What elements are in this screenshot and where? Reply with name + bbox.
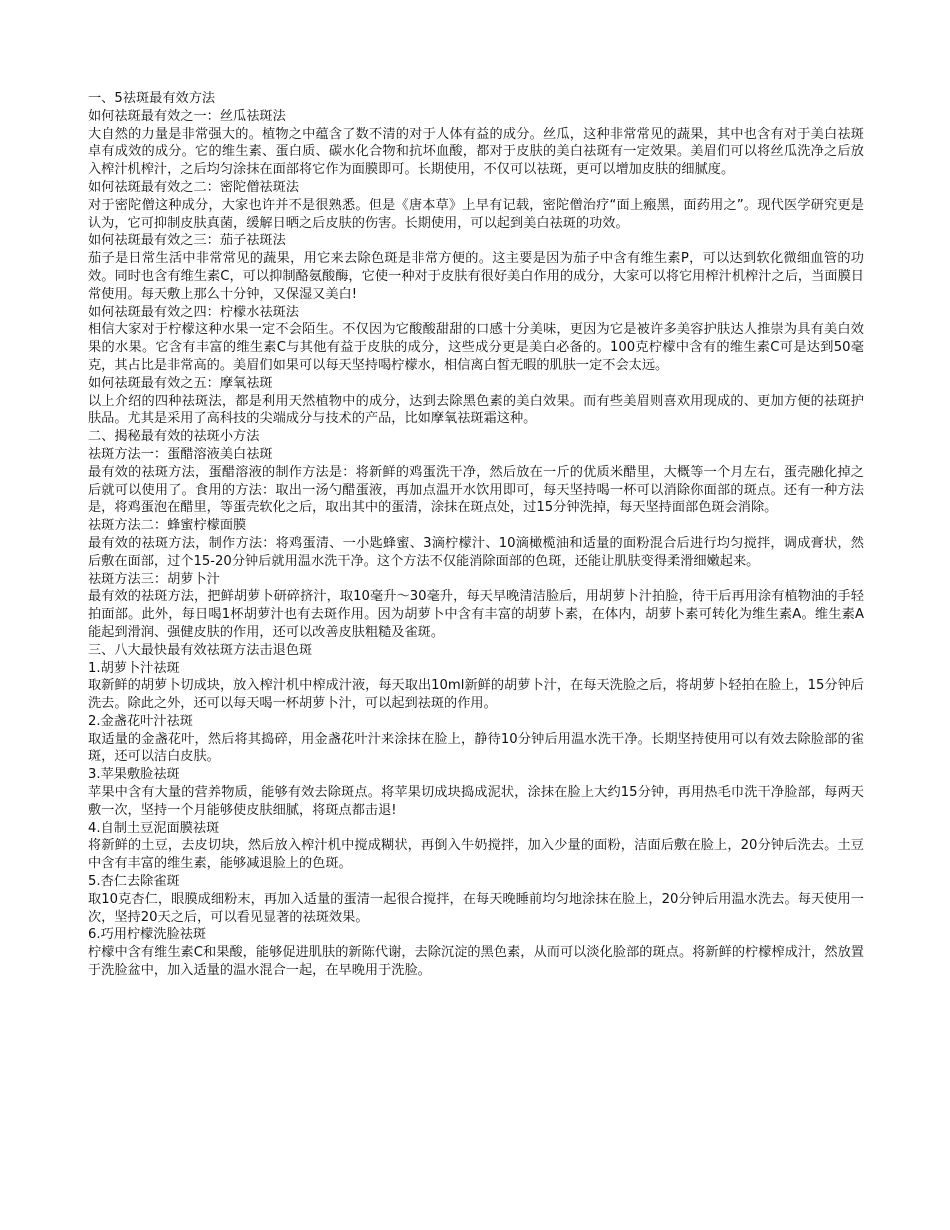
subsection-heading: 如何祛斑最有效之一：丝瓜祛斑法 [88, 108, 286, 124]
paragraph: 对于密陀僧这种成分，大家也许并不是很熟悉。但是《唐本草》上早有记载，密陀僧治疗“面上瘢黑，面药用之”。现代医学研究更是认为，它可抑制皮肤真菌，缓解日晒之后皮肤的伤害。长期使用，可以起到美白祛斑的功效。 [88, 197, 864, 231]
paragraph: 最有效的祛斑方法，把鲜胡萝卜研碎挤汁，取10毫升～30毫升，每天早晚清洁脸后，用胡萝卜汁拍脸，待干后再用涂有植物油的手轻拍面部。此外，每日喝1杯胡萝汁也有去斑作用。因为胡萝卜中含有丰富的胡萝卜素，在体内，胡萝卜素可转化为维生素A。维生素A能起到滑润、强健皮肤的作用，还可以改善皮肤粗糙及雀斑。 [88, 589, 864, 640]
paragraph: 取适量的金盏花叶，然后将其捣碎，用金盏花叶汁来涂抹在脸上，静待10分钟后用温水洗干净。长期坚持使用可以有效去除脸部的雀斑，还可以洁白皮肤。 [88, 731, 864, 765]
paragraph: 柠檬中含有维生素C和果酸，能够促进肌肤的新陈代谢，去除沉淀的黑色素，从而可以淡化脸部的斑点。将新鲜的柠檬榨成汁，然放置于洗脸盆中，加入适量的温水混合一起，在早晚用于洗脸。 [88, 945, 864, 979]
subsection-heading: 祛斑方法二：蜂蜜柠檬面膜 [88, 518, 247, 534]
paragraph: 取新鲜的胡萝卜切成块，放入榨汁机中榨成汁液，每天取出10ml新鲜的胡萝卜汁，在每天洗脸之后，将胡萝卜轻拍在脸上，15分钟后洗去。除此之外，还可以每天喝一杯胡萝卜汁，可以起到祛斑的作用。 [88, 678, 864, 712]
paragraph: 取10克杏仁，眼膜成细粉末，再加入适量的蛋清一起很合搅拌，在每天晚睡前均匀地涂抹在脸上，20分钟后用温水洗去。每天使用一次，坚持20天之后，可以看见显著的祛斑效果。 [88, 891, 864, 925]
subsection-heading: 1.胡萝卜汁祛斑 [88, 660, 180, 676]
paragraph: 最有效的祛斑方法，蛋醋溶液的制作方法是：将新鲜的鸡蛋洗干净，然后放在一斤的优质米醋里，大概等一个月左右，蛋壳融化掉之后就可以使用了。食用的方法：取出一汤勺醋蛋液，再加点温开水饮用即可，每天坚持喝一杯可以消除你面部的斑点。还有一种方法是，将鸡蛋泡在醋里，等蛋壳软化之后，取出其中的蛋清，涂抹在斑点处，过15分钟洗掉，每天坚持面部色斑会消除。 [88, 464, 864, 516]
paragraph: 相信大家对于柠檬这种水果一定不会陌生。不仅因为它酸酸甜甜的口感十分美味，更因为它是被许多美容护肤达人推崇为具有美白效果的水果。它含有丰富的维生素C与其他有益于皮肤的成分，这些成分更是美白必备的。100克柠檬中含有的维生素C可是达到50毫克，其占比是非常高的。美眉们如果可以每天坚持喝柠檬水，相信离白皙无暇的肌肤一定不会太远。 [88, 322, 864, 373]
paragraph: 苹果中含有大量的营养物质，能够有效去除斑点。将苹果切成块捣成泥状，涂抹在脸上大约15分钟，再用热毛巾洗干净脸部，每两天敷一次，坚持一个月能够使皮肤细腻，将斑点都击退! [88, 785, 864, 818]
section-heading: 二、揭秘最有效的祛斑小方法 [88, 429, 260, 445]
subsection-heading: 3.苹果敷脸祛斑 [88, 767, 180, 783]
document-body [88, 90, 864, 980]
subsection-heading: 祛斑方法一：蛋醋溶液美白祛斑 [88, 446, 273, 462]
subsection-heading: 如何祛斑最有效之三：茄子祛斑法 [88, 233, 286, 249]
paragraph: 茄子是日常生活中非常常见的蔬果，用它来去除色斑是非常方便的。这主要是因为茄子中含有维生素P，可以达到软化微细血管的功效。同时也含有维生素C，可以抑制酪氨酸酶，它使一种对于皮肤有很好美白作用的成分，大家可以将它用榨汁机榨汁之后，当面膜日常使用。每天敷上那么十分钟，又保湿又美白! [88, 251, 864, 302]
paragraph: 大自然的力量是非常强大的。植物之中蕴含了数不清的对于人体有益的成分。丝瓜，这种非常常见的蔬果，其中也含有对于美白祛斑卓有成效的成分。它的维生素、蛋白质、碳水化合物和抗坏血酸，都对于皮肤的美白祛斑有一定效果。美眉们可以将丝瓜洗净之后放入榨汁机榨汁，之后均匀涂抹在面部将它作为面膜即可。长期使用，不仅可以祛斑，更可以增加皮肤的细腻度。 [88, 126, 864, 178]
subsection-heading: 祛斑方法三：胡萝卜汁 [88, 571, 220, 587]
paragraph: 以上介绍的四种祛斑法，都是利用天然植物中的成分，达到去除黑色素的美白效果。而有些美眉则喜欢用现成的、更加方便的祛斑护肤品。尤其是采用了高科技的尖端成分与技术的产品，比如摩氧祛斑霜这种。 [88, 393, 864, 427]
subsection-heading: 5.杏仁去除雀斑 [88, 874, 180, 890]
subsection-heading: 如何祛斑最有效之二：密陀僧祛斑法 [88, 179, 299, 195]
subsection-heading: 2.金盏花叶汁祛斑 [88, 713, 193, 729]
subsection-heading: 6.巧用柠檬洗脸祛斑 [88, 927, 207, 943]
subsection-heading: 4.自制土豆泥面膜祛斑 [88, 820, 220, 836]
section-heading: 三、八大最快最有效祛斑方法击退色斑 [88, 642, 313, 658]
subsection-heading: 如何祛斑最有效之四：柠檬水祛斑法 [88, 304, 299, 320]
subsection-heading: 如何祛斑最有效之五：摩氧祛斑 [88, 375, 273, 391]
section-heading: 一、5祛斑最有效方法 [88, 91, 216, 106]
paragraph: 最有效的祛斑方法，制作方法：将鸡蛋清、一小匙蜂蜜、3滴柠檬汁、10滴橄榄油和适量的面粉混合后进行均匀搅拌，调成膏状，然后敷在面部，过个15-20分钟后就用温水洗干净。这个方法不仅能消除面部的色斑，还能让肌肤变得柔滑细嫩起来。 [88, 535, 864, 569]
paragraph: 将新鲜的土豆，去皮切块，然后放入榨汁机中搅成糊状，再倒入牛奶搅拌，加入少量的面粉，洁面后敷在脸上，20分钟后洗去。土豆中含有丰富的维生素，能够减退脸上的色斑。 [88, 838, 864, 872]
